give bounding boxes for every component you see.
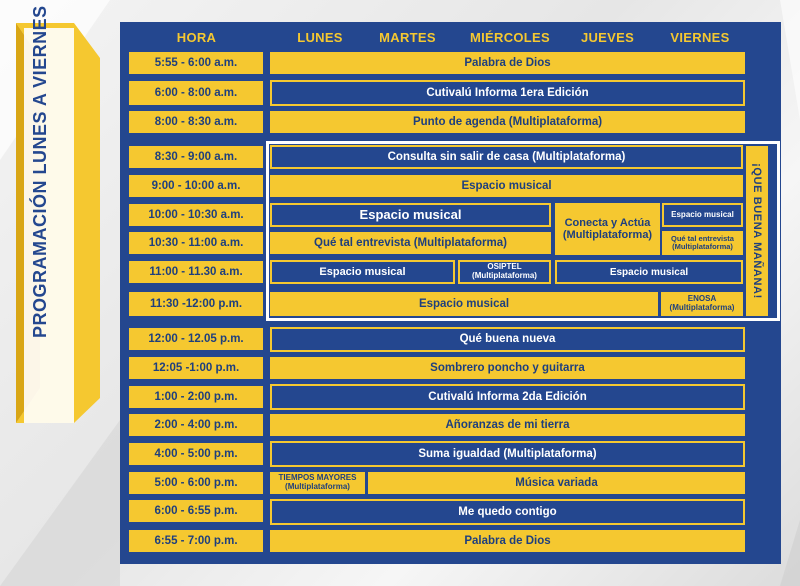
- program-musica-variada: Música variada: [368, 472, 745, 494]
- program-anoranzas: Añoranzas de mi tierra: [270, 414, 745, 436]
- program-palabra-de-dios: Palabra de Dios: [270, 52, 745, 74]
- header-hora: HORA: [176, 30, 217, 45]
- banner-text: ¡QUE BUENA MAÑANA!: [751, 163, 764, 299]
- program-espacio-musical: Espacio musical: [270, 175, 743, 197]
- program-cutivalu-informa-1: Cutivalú Informa 1era Edición: [270, 80, 745, 106]
- tiempos-subtitle: (Multiplataforma): [285, 482, 350, 491]
- time-slot: 12:05 -1:00 p.m.: [129, 357, 263, 379]
- program-espacio-musical: Espacio musical: [555, 260, 743, 284]
- program-espacio-musical: Espacio musical: [270, 292, 658, 316]
- time-slot: 6:55 - 7:00 p.m.: [129, 530, 263, 552]
- side-title-ribbon: [0, 18, 110, 438]
- enosa-subtitle: (Multiplataforma): [669, 303, 735, 312]
- time-slot: 11:30 -12:00 p.m.: [129, 292, 263, 316]
- time-slot: 8:30 - 9:00 a.m.: [129, 146, 263, 168]
- time-slot: 11:00 - 11.30 a.m.: [129, 261, 263, 283]
- header-lunes: LUNES: [297, 30, 343, 45]
- program-osiptel: [458, 260, 551, 284]
- time-slot: 8:00 - 8:30 a.m.: [129, 111, 263, 133]
- program-cutivalu-informa-2: Cutivalú Informa 2da Edición: [270, 384, 745, 410]
- header-miercoles: MIÉRCOLES: [470, 30, 550, 45]
- program-enosa: [661, 292, 743, 316]
- program-que-tal-entrevista: Qué tal entrevista (Multiplataforma): [270, 232, 551, 254]
- time-slot: 5:00 - 6:00 p.m.: [129, 472, 263, 494]
- header-jueves: JUEVES: [580, 30, 635, 45]
- program-conecta-y-actua: Conecta y Actúa (Multiplataforma): [555, 203, 660, 255]
- time-slot: 5:55 - 6:00 a.m.: [129, 52, 263, 74]
- time-slot: 6:00 - 8:00 a.m.: [129, 81, 263, 105]
- time-slot: 6:00 - 6:55 p.m.: [129, 500, 263, 522]
- program-suma-igualdad: Suma igualdad (Multiplataforma): [270, 441, 745, 467]
- osiptel-title: OSIPTEL: [487, 262, 522, 272]
- program-espacio-musical: Espacio musical: [662, 203, 743, 227]
- header-viernes: VIERNES: [670, 30, 730, 45]
- time-slot: 9:00 - 10:00 a.m.: [129, 175, 263, 197]
- program-sombrero-poncho: Sombrero poncho y guitarra: [270, 357, 745, 379]
- program-palabra-de-dios: Palabra de Dios: [270, 530, 745, 552]
- enosa-title: ENOSA: [687, 294, 717, 304]
- program-que-tal-entrevista: Qué tal entrevista (Multiplataforma): [662, 231, 743, 255]
- time-slot: 1:00 - 2:00 p.m.: [129, 386, 263, 408]
- osiptel-subtitle: (Multiplataforma): [472, 271, 537, 280]
- program-que-buena-nueva: Qué buena nueva: [270, 327, 745, 352]
- program-consulta-sin-salir: Consulta sin salir de casa (Multiplataforma): [270, 145, 743, 169]
- program-punto-de-agenda: Punto de agenda (Multiplataforma): [270, 111, 745, 133]
- header-martes: MARTES: [379, 30, 436, 45]
- program-espacio-musical: Espacio musical: [270, 203, 551, 227]
- time-slot: 2:00 - 4:00 p.m.: [129, 414, 263, 436]
- program-me-quedo-contigo: Me quedo contigo: [270, 499, 745, 525]
- program-espacio-musical: Espacio musical: [270, 260, 455, 284]
- time-slot: 10:30 - 11:00 a.m.: [129, 232, 263, 254]
- tiempos-title: TIEMPOS MAYORES: [278, 473, 357, 483]
- que-buena-manana-banner: [746, 146, 768, 316]
- time-slot: 12:00 - 12.05 p.m.: [129, 328, 263, 350]
- time-slot: 10:00 - 10:30 a.m.: [129, 204, 263, 226]
- time-slot: 4:00 - 5:00 p.m.: [129, 443, 263, 465]
- side-title: PROGRAMACIÓN LUNES A VIERNES: [30, 5, 50, 338]
- program-tiempos-mayores: [270, 472, 365, 494]
